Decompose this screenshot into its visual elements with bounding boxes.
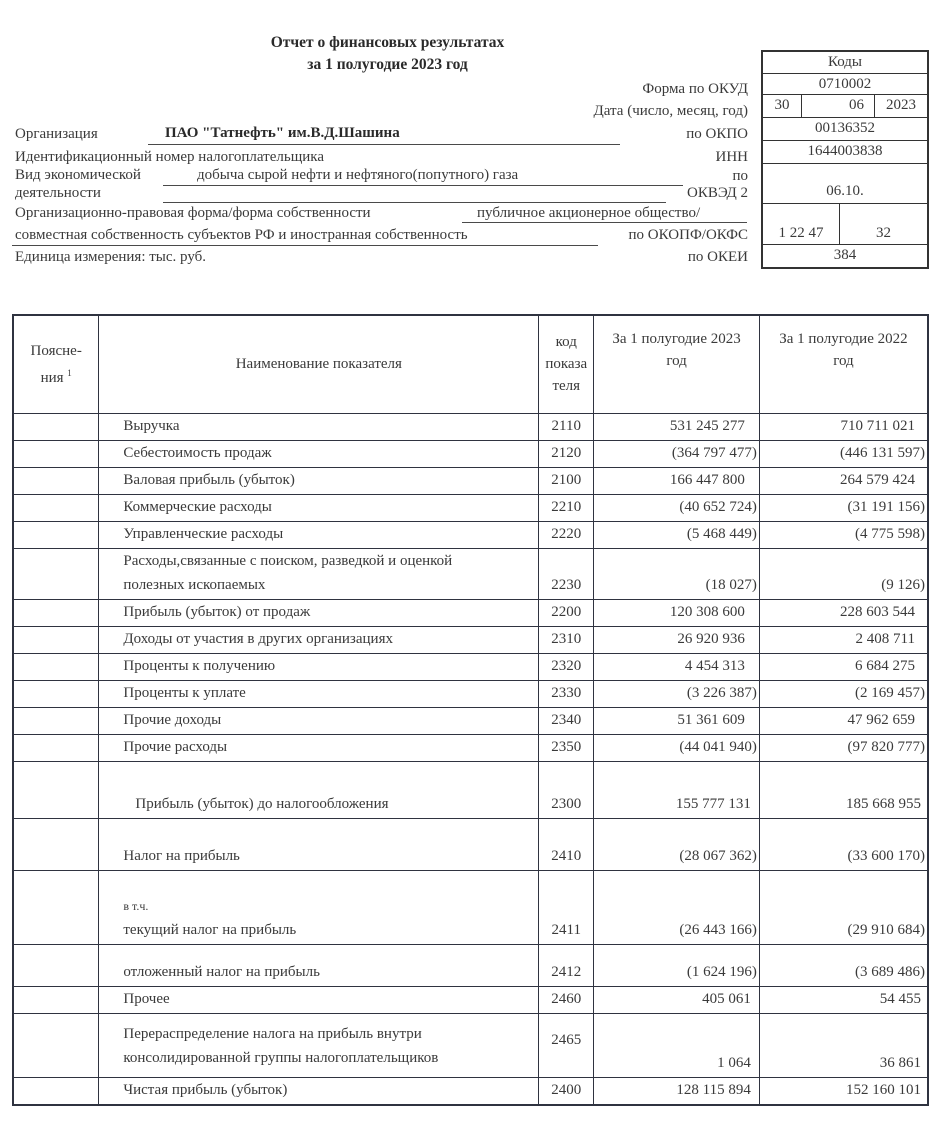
inn-code: 1644003838 <box>763 141 927 164</box>
current-value: (40 652 724) <box>594 494 760 521</box>
okud-label: Форма по ОКУД <box>642 81 748 97</box>
table-row <box>13 761 928 818</box>
okopf-label: по ОКОПФ/ОКФС <box>628 227 748 243</box>
indicator-name: Прочие доходы <box>99 707 539 734</box>
indicator-name: Проценты к получению <box>99 653 539 680</box>
col-notes-header: Поясне- ния $^1$ <box>13 315 99 413</box>
previous-value: (97 820 777) <box>759 734 928 761</box>
table-row <box>13 494 928 521</box>
table-row <box>13 870 928 944</box>
previous-value: (3 689 486) <box>759 944 928 986</box>
okved-label-line1: по <box>732 168 748 184</box>
indicator-code: 2460 <box>539 986 594 1013</box>
report-title-line1: Отчет о финансовых результатах <box>270 34 505 51</box>
table-row <box>13 734 928 761</box>
current-value: (364 797 477) <box>594 440 760 467</box>
legal-form-value-line1: публичное акционерное общество/ <box>477 205 701 221</box>
notes-cell <box>13 1013 99 1077</box>
report-period: за 1 полугодие 2023 год <box>307 56 468 73</box>
inn-label: Идентификационный номер налогоплательщика <box>15 149 325 165</box>
notes-cell <box>13 467 99 494</box>
indicator-code: 2220 <box>539 521 594 548</box>
indicator-code: 2210 <box>539 494 594 521</box>
table-row <box>13 818 928 870</box>
previous-value: (29 910 684) <box>759 870 928 944</box>
indicator-code: 2300 <box>539 761 594 818</box>
financial-results-table <box>12 314 929 1106</box>
indicator-name: Коммерческие расходы <box>99 494 539 521</box>
current-value: 4 454 313 <box>594 653 760 680</box>
indicator-code: 2350 <box>539 734 594 761</box>
activity-label-line1: Вид экономической <box>15 167 141 183</box>
previous-value: (446 131 597) <box>759 440 928 467</box>
indicator-name: Прочие расходы <box>99 734 539 761</box>
col-name-header: Наименование показателя <box>99 315 539 413</box>
previous-value: (9 126) <box>759 548 928 599</box>
indicator-name: Прибыль (убыток) до налогообложения <box>99 761 539 818</box>
notes-cell <box>13 986 99 1013</box>
col-current-period-header: За 1 полугодие 2023 год <box>594 315 760 413</box>
indicator-name: Расходы,связанные с поиском, разведкой и оценкой полезных ископаемых <box>99 548 539 599</box>
notes-cell <box>13 818 99 870</box>
table-header-row <box>13 315 928 413</box>
okpo-label: по ОКПО <box>686 126 748 142</box>
indicator-name: Проценты к уплате <box>99 680 539 707</box>
organization-label: Организация <box>15 126 98 142</box>
indicator-name: Себестоимость продаж <box>99 440 539 467</box>
indicator-name: Налог на прибыль <box>99 818 539 870</box>
indicator-name: Прочее <box>99 986 539 1013</box>
activity-label-line2: деятельности <box>15 185 101 201</box>
previous-value: (4 775 598) <box>759 521 928 548</box>
legal-form-label: Организационно-правовая форма/форма собственности <box>15 205 371 221</box>
date-label: Дата (число, месяц, год) <box>593 103 748 119</box>
date-day: 30 <box>774 97 790 113</box>
indicator-code: 2320 <box>539 653 594 680</box>
current-value: 405 061 <box>594 986 760 1013</box>
col-code-header: код показа теля <box>539 315 594 413</box>
notes-cell <box>13 944 99 986</box>
previous-value: 185 668 955 <box>759 761 928 818</box>
legal-form-underline-1 <box>462 222 747 223</box>
inn-code-label: ИНН <box>715 149 748 165</box>
okpo-code: 00136352 <box>763 118 927 141</box>
indicator-name: Управленческие расходы <box>99 521 539 548</box>
indicator-name: отложенный налог на прибыль <box>99 944 539 986</box>
notes-cell <box>13 707 99 734</box>
date-year: 2023 <box>874 95 927 117</box>
previous-value: 2 408 711 <box>759 626 928 653</box>
table-row <box>13 680 928 707</box>
indicator-code: 2100 <box>539 467 594 494</box>
table-row <box>13 653 928 680</box>
current-value: 51 361 609 <box>594 707 760 734</box>
activity-underline-1 <box>163 185 683 186</box>
notes-cell <box>13 734 99 761</box>
notes-cell <box>13 494 99 521</box>
previous-value: 36 861 <box>759 1013 928 1077</box>
current-value: (28 067 362) <box>594 818 760 870</box>
current-value: 166 447 800 <box>594 467 760 494</box>
indicator-code: 2412 <box>539 944 594 986</box>
indicator-code: 2340 <box>539 707 594 734</box>
indicator-code: 2411 <box>539 870 594 944</box>
current-value: 1 064 <box>594 1013 760 1077</box>
notes-cell <box>13 599 99 626</box>
current-value: 120 308 600 <box>594 599 760 626</box>
indicator-code: 2410 <box>539 818 594 870</box>
table-row <box>13 626 928 653</box>
okved-label-line2: ОКВЭД 2 <box>687 185 748 201</box>
previous-value: 6 684 275 <box>759 653 928 680</box>
okei-code: 384 <box>833 247 857 263</box>
table-row <box>13 1077 928 1105</box>
current-value: (3 226 387) <box>594 680 760 707</box>
previous-value: 228 603 544 <box>759 599 928 626</box>
previous-value: (31 191 156) <box>759 494 928 521</box>
okud-code: 0710002 <box>763 74 927 95</box>
date-code-row <box>763 95 927 118</box>
notes-cell <box>13 548 99 599</box>
codes-box <box>761 50 929 269</box>
current-value: (26 443 166) <box>594 870 760 944</box>
indicator-code: 2110 <box>539 413 594 440</box>
col-previous-period-header: За 1 полугодие 2022 год <box>759 315 928 413</box>
notes-cell <box>13 680 99 707</box>
previous-value: 264 579 424 <box>759 467 928 494</box>
indicator-name: Чистая прибыль (убыток) <box>99 1077 539 1105</box>
indicator-code: 2230 <box>539 548 594 599</box>
table-row <box>13 467 928 494</box>
notes-cell <box>13 653 99 680</box>
current-value: (18 027) <box>594 548 760 599</box>
table-row <box>13 944 928 986</box>
current-value: 155 777 131 <box>594 761 760 818</box>
notes-cell <box>13 626 99 653</box>
report-title <box>0 32 775 76</box>
notes-cell <box>13 521 99 548</box>
okopf-okfs-row <box>763 204 927 245</box>
table-row <box>13 986 928 1013</box>
indicator-code: 2465 <box>539 1013 594 1077</box>
organization-underline <box>148 144 620 145</box>
notes-cell <box>13 440 99 467</box>
previous-value: (2 169 457) <box>759 680 928 707</box>
indicator-name: Перераспределение налога на прибыль внутри консолидированной группы налогоплательщиков <box>99 1013 539 1077</box>
codes-header: Коды <box>763 52 927 74</box>
okved-code: 06.10. <box>763 164 927 204</box>
indicator-code: 2400 <box>539 1077 594 1105</box>
legal-form-value-line2: совместная собственность субъектов РФ и иностранная собственность <box>15 227 468 243</box>
notes-cell <box>13 413 99 440</box>
current-value: (44 041 940) <box>594 734 760 761</box>
previous-value: 47 962 659 <box>759 707 928 734</box>
table-row <box>13 521 928 548</box>
table-row <box>13 413 928 440</box>
indicator-code: 2330 <box>539 680 594 707</box>
indicator-name: Выручка <box>99 413 539 440</box>
okei-label: по ОКЕИ <box>687 249 748 265</box>
table-row <box>13 707 928 734</box>
okopf-code: 1 22 47 <box>778 225 824 241</box>
current-value: 531 245 277 <box>594 413 760 440</box>
indicator-code: 2200 <box>539 599 594 626</box>
current-value: (1 624 196) <box>594 944 760 986</box>
previous-value: 54 455 <box>759 986 928 1013</box>
notes-cell <box>13 761 99 818</box>
okfs-code: 32 <box>839 204 927 244</box>
indicator-name: в т.ч. текущий налог на прибыль <box>99 870 539 944</box>
previous-value: 710 711 021 <box>759 413 928 440</box>
table-row <box>13 548 928 599</box>
table-row <box>13 440 928 467</box>
organization-name: ПАО "Татнефть" им.В.Д.Шашина <box>165 125 400 141</box>
indicator-name: Прибыль (убыток) от продаж <box>99 599 539 626</box>
previous-value: (33 600 170) <box>759 818 928 870</box>
table-row <box>13 1013 928 1077</box>
indicator-code: 2310 <box>539 626 594 653</box>
current-value: (5 468 449) <box>594 521 760 548</box>
current-value: 26 920 936 <box>594 626 760 653</box>
activity-underline-2 <box>163 202 666 203</box>
indicator-code: 2120 <box>539 440 594 467</box>
table-row <box>13 599 928 626</box>
previous-value: 152 160 101 <box>759 1077 928 1105</box>
legal-form-underline-2 <box>12 245 598 246</box>
current-value: 128 115 894 <box>594 1077 760 1105</box>
unit-label: Единица измерения: тыс. руб. <box>15 249 207 265</box>
indicator-name: Доходы от участия в других организациях <box>99 626 539 653</box>
notes-cell <box>13 870 99 944</box>
activity-value: добыча сырой нефти и нефтяного(попутного) газа <box>197 167 519 183</box>
notes-cell <box>13 1077 99 1105</box>
indicator-name: Валовая прибыль (убыток) <box>99 467 539 494</box>
date-month: 06 <box>801 95 874 117</box>
